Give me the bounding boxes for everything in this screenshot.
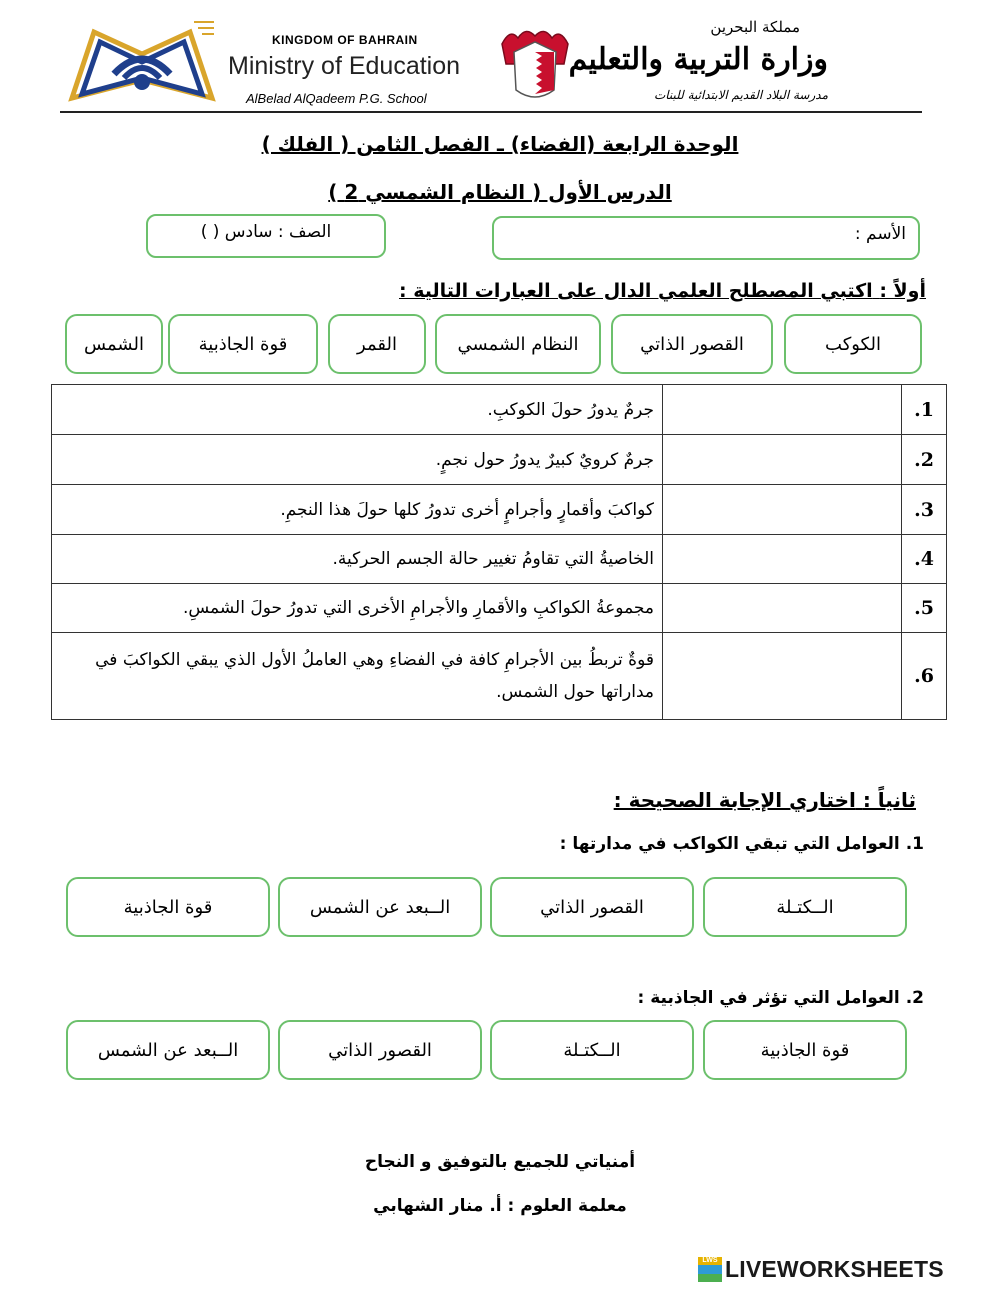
- section2-title: اختاري الإجابة الصحيحة :: [613, 788, 856, 812]
- question-2-text: العوامل التي تؤثر في الجاذبية :: [637, 988, 900, 1008]
- table-row: [52, 485, 947, 535]
- answer-cell[interactable]: [663, 385, 902, 435]
- school-en: AlBelad AlQadeem P.G. School: [246, 91, 427, 106]
- option-button[interactable]: قوة الجاذبية: [703, 1020, 907, 1080]
- answer-cell[interactable]: [663, 435, 902, 485]
- question-2-number: 2.: [905, 988, 924, 1008]
- table-row: [52, 584, 947, 633]
- liveworksheets-badge-icon: [698, 1257, 722, 1283]
- word-bank-item[interactable]: القمر: [328, 314, 426, 374]
- question-2: [638, 988, 925, 1008]
- kingdom-ar: مملكة البحرين: [710, 18, 800, 36]
- row-text: الخاصيةُ التي تقاومُ تغيير حالة الجسم الحركية.: [52, 535, 663, 584]
- table-row: [52, 435, 947, 485]
- row-number: 3.: [902, 485, 947, 535]
- word-bank-item[interactable]: الكوكب: [784, 314, 922, 374]
- footer-wish: أمنياتي للجميع بالتوفيق و النجاح: [364, 1152, 636, 1172]
- row-number: 1.: [902, 385, 947, 435]
- table-row: [52, 633, 947, 720]
- header-divider: [60, 111, 922, 113]
- bahrain-emblem-icon: [496, 24, 574, 106]
- option-button[interactable]: القصور الذاتي: [490, 877, 694, 937]
- ministry-ar: وزارة التربية والتعليم: [568, 42, 828, 77]
- row-text: قوةٌ تربطُ بين الأجرامِ كافة في الفضاءِ وهي العاملُ الأول الذي يبقي الكواكبَ في مداراتها حول الشمس.: [52, 633, 663, 720]
- row-text: كواكبَ وأقمارٍ وأجرامٍ أخرى تدورُ كلها حولَ هذا النجمِ.: [52, 485, 663, 535]
- question-1-text: العوامل التي تبقي الكواكب في مدارتها :: [559, 834, 900, 854]
- table-row: [52, 385, 947, 435]
- table-row: [52, 535, 947, 584]
- section1-title: اكتبي المصطلح العلمي الدال على العبارات التالية :: [399, 280, 873, 302]
- answer-cell[interactable]: [663, 485, 902, 535]
- badge-letter: LWS: [698, 1257, 722, 1266]
- word-bank-item[interactable]: النظام الشمسي: [435, 314, 601, 374]
- row-number: 2.: [902, 435, 947, 485]
- kingdom-en: KINGDOM OF BAHRAIN: [272, 33, 418, 47]
- option-button[interactable]: الــكتـلة: [490, 1020, 694, 1080]
- section2-prefix: ثانياً :: [862, 788, 916, 812]
- option-button[interactable]: الــبعد عن الشمس: [66, 1020, 270, 1080]
- terms-table: [51, 384, 947, 720]
- word-bank-item[interactable]: قوة الجاذبية: [168, 314, 318, 374]
- section1-prefix: أولاً :: [879, 280, 926, 302]
- row-number: 6.: [902, 633, 947, 720]
- liveworksheets-text: LIVEWORKSHEETS: [725, 1256, 944, 1282]
- ministry-en: Ministry of Education: [228, 52, 461, 80]
- name-label: الأسم :: [854, 224, 906, 244]
- answer-cell[interactable]: [663, 633, 902, 720]
- option-button[interactable]: الــكتـلة: [703, 877, 907, 937]
- row-number: 4.: [902, 535, 947, 584]
- unit-title: الوحدة الرابعة (الفضاء) ـ الفصل الثامن ( الفلك ): [261, 132, 739, 156]
- word-bank-item[interactable]: القصور الذاتي: [611, 314, 773, 374]
- row-text: جرمٌ يدورُ حولَ الكوكبِ.: [52, 385, 663, 435]
- ministry-logo-icon: [64, 14, 220, 110]
- row-number: 5.: [902, 584, 947, 633]
- badge-stripe: [698, 1274, 722, 1283]
- row-text: جرمٌ كرويٌ كبيرٌ يدورُ حول نجمٍ.: [52, 435, 663, 485]
- question-1: [560, 834, 924, 854]
- section1-heading: [399, 280, 926, 302]
- name-field[interactable]: [492, 216, 920, 260]
- class-field[interactable]: [146, 214, 386, 258]
- school-ar: مدرسة البلاد القديم الابتدائية للبنات: [653, 88, 828, 102]
- class-label: الصف : سادس ( ): [200, 222, 332, 242]
- row-text: مجموعةُ الكواكبِ والأقمارِ والأجرامِ الأخرى التي تدورُ حولَ الشمسِ.: [52, 584, 663, 633]
- answer-cell[interactable]: [663, 535, 902, 584]
- word-bank-item[interactable]: الشمس: [65, 314, 163, 374]
- footer-teacher: معلمة العلوم : أ. منار الشهابي: [373, 1196, 627, 1216]
- section2-heading: [614, 788, 916, 812]
- option-button[interactable]: الــبعد عن الشمس: [278, 877, 482, 937]
- option-button[interactable]: القصور الذاتي: [278, 1020, 482, 1080]
- lesson-title: الدرس الأول ( النظام الشمسي 2 ): [328, 180, 672, 204]
- badge-stripe: [698, 1265, 722, 1274]
- option-button[interactable]: قوة الجاذبية: [66, 877, 270, 937]
- answer-cell[interactable]: [663, 584, 902, 633]
- liveworksheets-watermark: [698, 1256, 944, 1283]
- question-1-number: 1.: [905, 834, 924, 854]
